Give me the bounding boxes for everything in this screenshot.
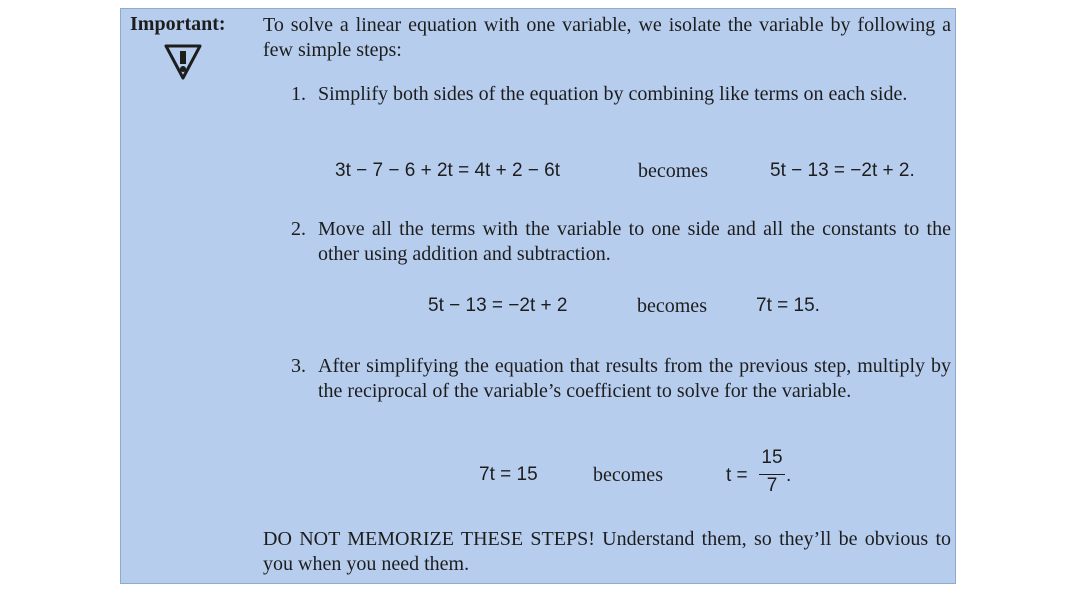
step-3-period: . [786,465,792,486]
step-3-result-variable: t = [726,465,748,486]
step-2-becomes: becomes [637,295,707,317]
step-2-equation-left: 5t − 13 = −2t + 2 [428,295,568,316]
step-3-fraction-denominator: 7 [766,475,778,496]
important-label: Important: [130,13,226,35]
step-1-becomes: becomes [638,160,708,182]
closing-note: DO NOT MEMORIZE THESE STEPS! Understand them, so they’ll be obvious to you when you need them. [263,528,951,575]
step-1-text: Simplify both sides of the equation by combining like terms on each side. [318,83,908,105]
important-callout-box [120,8,956,584]
intro-text: To solve a linear equation with one variable, we isolate the variable by following a few simple steps: [263,14,951,61]
step-2-number: 2. [291,218,306,240]
step-1-equation-left: 3t − 7 − 6 + 2t = 4t + 2 − 6t [335,160,561,181]
warning-icon [163,43,203,81]
step-3-equation-left: 7t = 15 [479,464,538,485]
step-1-equation-right: 5t − 13 = −2t + 2. [770,160,915,181]
step-3-number: 3. [291,355,306,377]
step-2-text: Move all the terms with the variable to one side and all the constants to the other using addition and subtraction. [318,218,951,265]
step-3-becomes: becomes [593,464,663,486]
step-3-fraction-numerator: 15 [761,447,783,468]
step-2-equation-right: 7t = 15. [756,295,820,316]
step-3-text: After simplifying the equation that results from the previous step, multiply by the reciprocal of the variable’s coefficient to solve for the variable. [318,355,951,402]
step-1-number: 1. [291,83,306,105]
